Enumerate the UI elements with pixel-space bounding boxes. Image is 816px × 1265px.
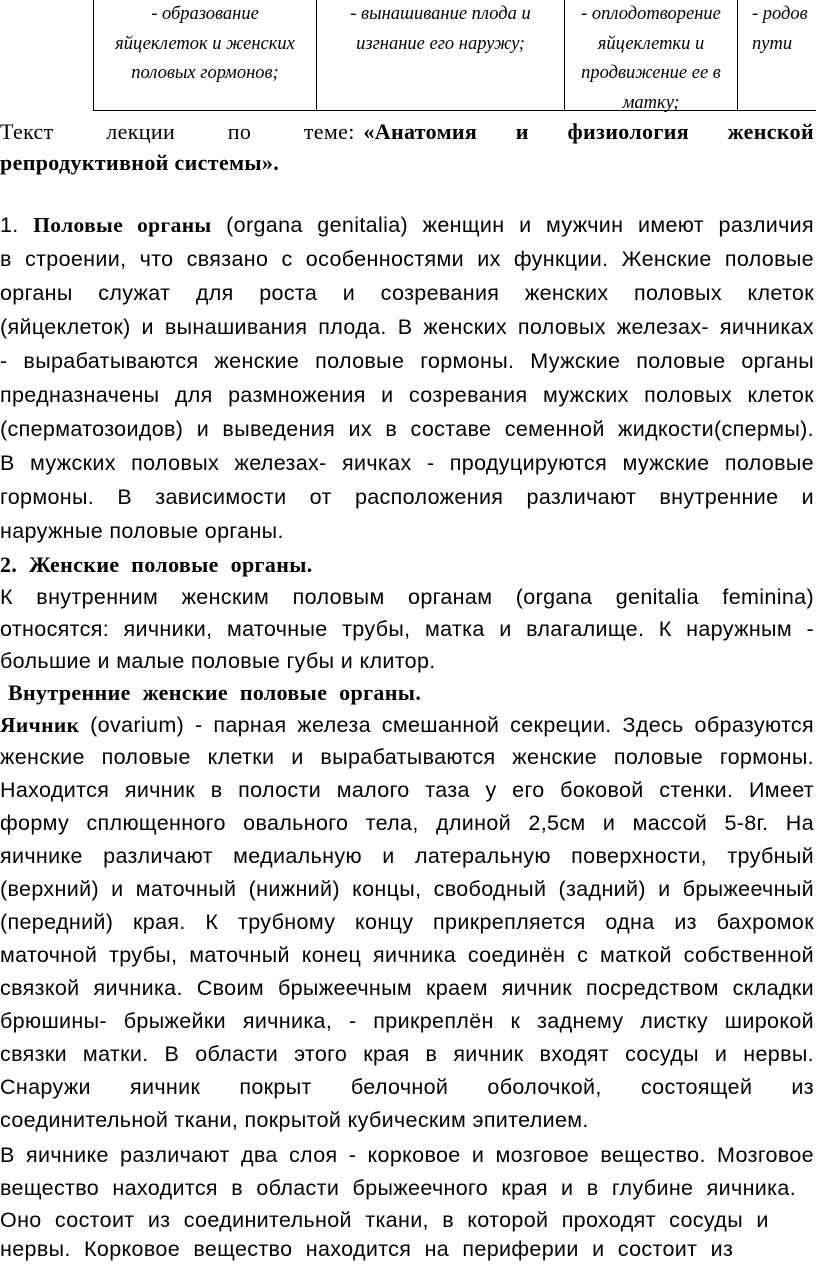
- table-cell-2: [316, 0, 564, 110]
- table-cell-line: продвижение ее в: [581, 63, 721, 83]
- table-cell-line: - вынашивание плода и: [350, 4, 531, 24]
- section4-line: нервы. Корковое вещество находится на периферии и состоит из: [0, 1237, 734, 1261]
- table-bottom-border: [93, 110, 816, 111]
- section1-line: наружные половые органы.: [0, 519, 284, 543]
- section3-line: (верхний) и маточный (нижний) концы, свободный (задний) и брыжеечный: [0, 877, 814, 901]
- section3-line: женские половые клетки и вырабатываются женские половые гормоны.: [0, 745, 814, 769]
- section4-line: В яичнике различают два слоя - корковое и мозговое вещество. Мозговое: [0, 1143, 814, 1167]
- section3-line: связкой яичника. Своим брыжеечным краем яичник посредством складки: [0, 976, 814, 1000]
- lecture-title-line-1: [0, 116, 814, 148]
- table-cell-line: матку;: [622, 92, 680, 113]
- section1-number: 1.: [0, 213, 19, 237]
- section3-heading: [0, 677, 816, 709]
- section2-heading-text: 2. Женские половые органы.: [0, 552, 313, 577]
- section2-line: относятся: яичники, маточные трубы, матка и влагалище. К наружным -: [0, 617, 814, 641]
- section3-line: маточной трубы, маточный конец яичника соединён с маткой собственной: [0, 943, 814, 967]
- section3-term: Яичник: [0, 713, 80, 737]
- section2-heading: [0, 549, 814, 581]
- section1-line: [0, 209, 814, 241]
- section3-line: брюшины- брыжейки яичника, - прикреплён к заднему листку широкой: [0, 1009, 814, 1033]
- section3-line: яичнике различают медиальную и латеральную поверхности, трубный: [0, 844, 814, 868]
- section4-line: Оно состоит из соединительной ткани, в которой проходят сосуды и: [0, 1208, 769, 1232]
- lecture-title-line-2: [0, 147, 814, 179]
- table-cell-line: половых гормонов;: [131, 63, 279, 83]
- section1-line: гормоны. В зависимости от расположения различают внутренние и: [0, 485, 814, 509]
- section2-line: К внутренним женским половым органам (organa genitalia feminina): [0, 585, 814, 609]
- table-cell-4: [737, 0, 816, 110]
- section1-line: - вырабатываются женские половые гормоны. Мужские половые органы: [0, 349, 814, 373]
- section1-line: в строении, что связано с особенностями их функции. Женские половые: [0, 247, 814, 271]
- section3-line: Находится яичник в полости малого таза у его боковой стенки. Имеет: [0, 778, 814, 802]
- section3-line: [0, 709, 814, 741]
- table-cell-line: - родов: [752, 4, 808, 24]
- table-cell-line: яйцеклеток и женских: [115, 33, 295, 54]
- section3-line: Снаружи яичник покрыт белочной оболочкой, состоящей из: [0, 1075, 814, 1099]
- section3-line: (передний) края. К трубному концу прикрепляется одна из бахромок: [0, 910, 814, 934]
- table-cell-line: пути: [752, 33, 793, 54]
- table-cell-1: [93, 0, 316, 110]
- table-cell-line: изгнание его наружу;: [356, 33, 525, 54]
- title-bold-part: «Анатомия и физиология женской: [363, 119, 814, 144]
- section1-term: Половые органы: [33, 213, 212, 237]
- section1-line: органы служат для роста и созревания женских половых клеток: [0, 281, 814, 305]
- section1-line: предназначены для размножения и созревания мужских половых клеток: [0, 383, 814, 407]
- section3-text: (ovarium) - парная железа смешанной секреции. Здесь образуются: [90, 713, 814, 737]
- section3-line: связки матки. В области этого края в яичник входят сосуды и нервы.: [0, 1042, 814, 1066]
- section4-line: вещество находится в области брыжеечного края и в глубине яичника.: [0, 1176, 797, 1200]
- section1-line: В мужских половых железах- яичках - продуцируются мужские половые: [0, 451, 814, 475]
- section3-heading-text: Внутренние женские половые органы.: [8, 680, 422, 705]
- section1-line: (сперматозоидов) и выведения их в составе семенной жидкости(спермы).: [0, 417, 814, 441]
- section3-line: соединительной ткани, покрытой кубическим эпителием.: [0, 1108, 589, 1132]
- table-fragment: [0, 0, 816, 112]
- section1-line: (яйцеклеток) и вынашивания плода. В женских половых железах- яичниках: [0, 315, 814, 339]
- section1-text: (organa genitalia) женщин и мужчин имеют различия: [226, 213, 815, 237]
- table-cell-3: [564, 0, 737, 113]
- section3-line: форму сплющенного овального тела, длиной 2,5см и массой 5-8г. На: [0, 811, 814, 835]
- table-cell-line: яйцеклетки и: [597, 33, 705, 54]
- title-prefix: Текст лекции по теме:: [0, 119, 355, 144]
- section2-line: большие и малые половые губы и клитор.: [0, 649, 436, 673]
- table-cell-line: - оплодотворение: [581, 4, 721, 24]
- title-bold-part-2: репродуктивной системы».: [0, 150, 280, 175]
- table-cell-line: - образование: [151, 4, 259, 24]
